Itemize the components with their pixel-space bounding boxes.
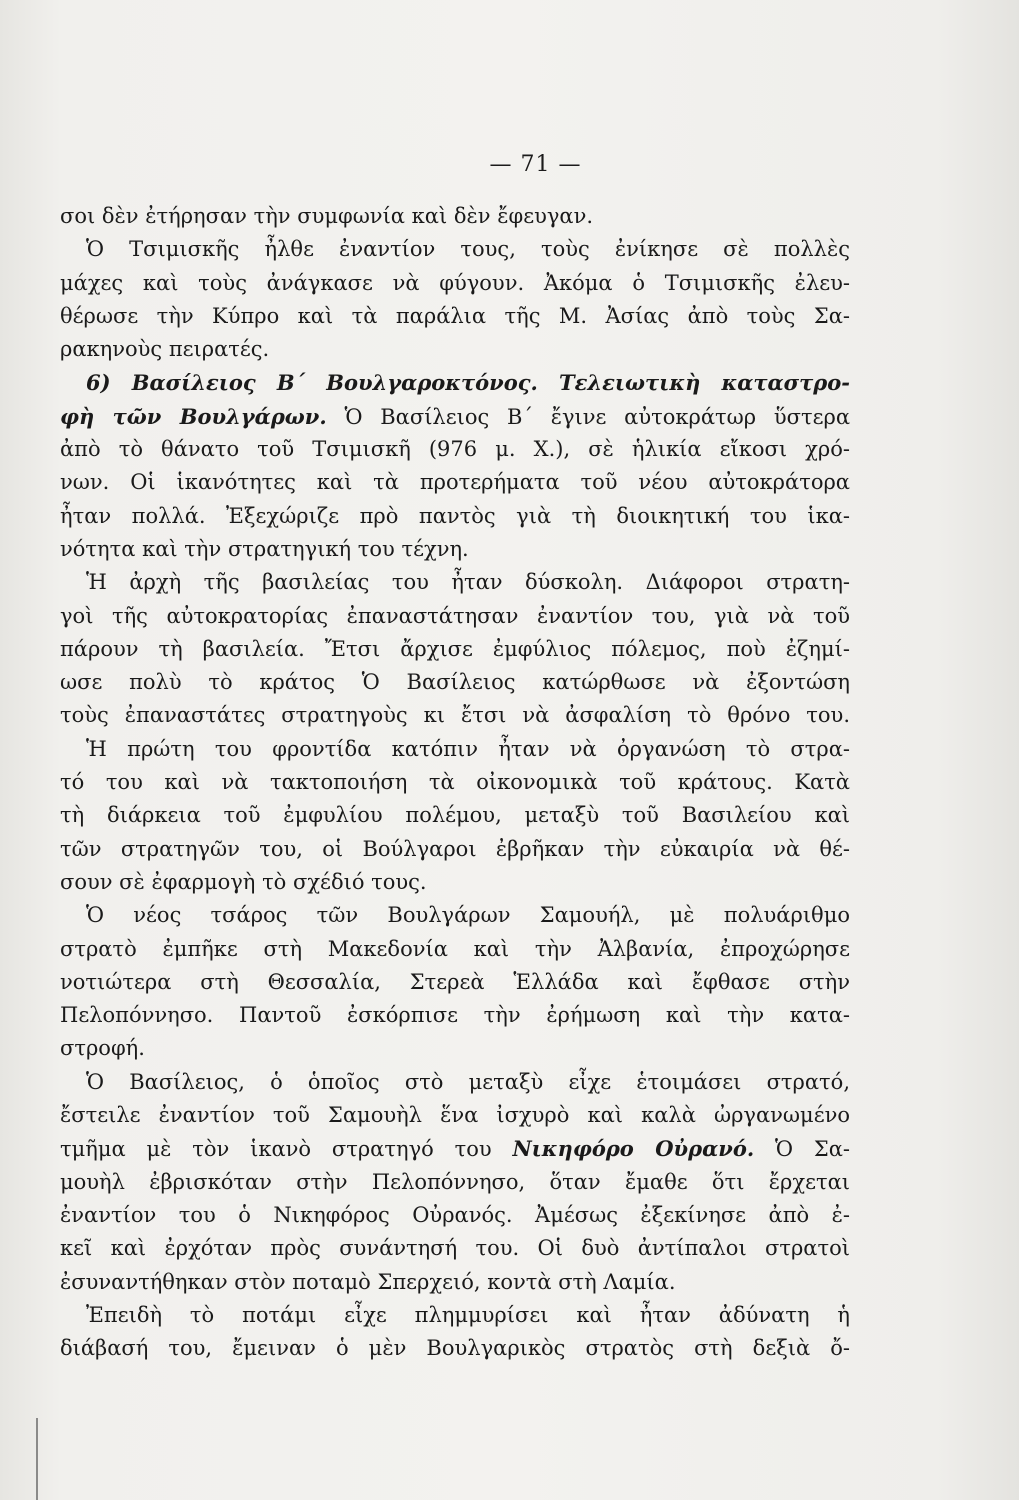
section-heading-line-2 [60,400,850,433]
text-line: Πελοπόννησο. Παντοῦ ἐσκόρπισε τὴν ἐρήμωση καὶ τὴν κατα- [60,1003,850,1028]
text-line: ἐναντίον του ὁ Νικηφόρος Οὐρανός. Ἀμέσως ἐξεκίνησε ἀπὸ ἐ- [60,1202,850,1227]
text-line: μουὴλ ἐβρισκόταν στὴν Πελοπόννησο, ὅταν ἔμαθε ὅτι ἔρχεται [60,1169,850,1194]
text-span: τμῆμα μὲ τὸν ἱκανὸ στρατηγό του [60,1137,513,1162]
text-line: τοὺς ἐπαναστάτες στρατηγοὺς κι ἔτσι νὰ ἀσφαλίση τὸ θρόνο του. [60,703,850,728]
text-line: ἐσυναντήθηκαν στὸν ποταμὸ Σπερχειό, κοντὰ στὴ Λαμία. [60,1269,676,1294]
text-line: θέρωσε τὴν Κύπρο καὶ τὰ παράλια τῆς Μ. Ἀσίας ἀπὸ τοὺς Σα- [60,303,850,328]
text-line: ωσε πολὺ τὸ κράτος Ὁ Βασίλειος κατώρθωσε νὰ ἐξοντώση [60,670,850,695]
page-number: — 71 — [489,152,582,177]
text-line: στροφή. [60,1036,145,1061]
page-body [60,200,850,1365]
text-line: γοὶ τῆς αὐτοκρατορίας ἐπαναστάτησαν ἐναντίον του, γιὰ νὰ τοῦ [60,603,850,628]
text-line: Ὁ νέος τσάρος τῶν Βουλγάρων Σαμουήλ, μὲ πολυάριθμο [86,903,850,928]
text-line: Ὁ Τσιμισκῆς ἦλθε ἐναντίον τους, τοὺς ἐνίκησε σὲ πολλὲς [86,237,850,262]
section-heading-title: 6) Βασίλειος Β΄ Βουλγαροκτόνος. [86,370,538,396]
scan-edge-mark [36,1418,38,1500]
emphasis-line [60,1132,850,1165]
text-line: σοι δὲν ἐτήρησαν τὴν συμφωνία καὶ δὲν ἔφευγαν. [60,204,594,228]
text-line: τὴ διάρκεια τοῦ ἐμφυλίου πολέμου, μεταξὺ τοῦ Βασιλείου καὶ [60,803,850,828]
text-line: κεῖ καὶ ἐρχόταν πρὸς συνάντησή του. Οἱ δυὸ ἀντίπαλοι στρατοὶ [60,1236,850,1261]
text-line: τῶν στρατηγῶν του, οἱ Βούλγαροι ἐβρῆκαν τὴν εὐκαιρία νὰ θέ- [60,836,850,861]
text-line: Ἐπειδὴ τὸ ποτάμι εἶχε πλημμυρίσει καὶ ἦταν ἀδύνατη ἡ [86,1302,850,1327]
text-line: σουν σὲ ἐφαρμογὴ τὸ σχέδιό τους. [60,869,427,894]
general-name: Νικηφόρο Οὐρανό. [512,1136,755,1162]
text-line: νότητα καὶ τὴν στρατηγική του τέχνη. [60,536,469,561]
section-heading-subtitle: Τελειωτικὴ καταστρο- [537,370,850,396]
section-heading-line [60,366,850,399]
text-line: στρατὸ ἐμπῆκε στὴ Μακεδονία καὶ τὴν Ἀλβανία, ἐπροχώρησε [60,936,850,961]
text-line: ἀπὸ τὸ θάνατο τοῦ Τσιμισκῆ (976 μ. Χ.), σὲ ἡλικία εἴκοσι χρό- [60,437,850,462]
text-line: Ἡ πρώτη του φροντίδα κατόπιν ἦταν νὰ ὀργανώση τὸ στρα- [86,736,850,761]
text-line: μάχες καὶ τοὺς ἀνάγκασε νὰ φύγουν. Ἀκόμα ὁ Τσιμισκῆς ἐλευ- [60,270,850,295]
section-heading-subtitle-end: φὴ τῶν Βουλγάρων. [60,403,327,429]
text-span: Ὁ Σα- [754,1137,850,1162]
text-line: νων. Οἱ ἱκανότητες καὶ τὰ προτερήματα τοῦ νέου αὐτοκράτορα [60,470,850,495]
text-line: ρακηνοὺς πειρατές. [60,337,270,362]
text-line: νοτιώτερα στὴ Θεσσαλία, Στερεὰ Ἑλλάδα καὶ ἔφθασε στὴν [60,969,850,994]
text-line: διάβασή του, ἔμειναν ὁ μὲν Βουλγαρικὸς στρατὸς στὴ δεξιὰ ὄ- [60,1336,850,1361]
text-line: Ὁ Βασίλειος, ὁ ὁποῖος στὸ μεταξὺ εἶχε ἑτοιμάσει στρατό, [86,1069,850,1094]
text-line: πάρουν τὴ βασιλεία. Ἔτσι ἄρχισε ἐμφύλιος πόλεμος, ποὺ ἐζημί- [60,636,850,661]
text-span: Ὁ Βασίλειος Β΄ ἔγινε αὐτοκράτωρ ὕστερα [326,404,850,429]
text-line: ἔστειλε ἐναντίον τοῦ Σαμουὴλ ἕνα ἰσχυρὸ καὶ καλὰ ὠργανωμένο [60,1103,850,1128]
text-line: τό του καὶ νὰ τακτοποιήση τὰ οἰκονομικὰ τοῦ κράτους. Κατὰ [60,770,850,795]
text-line: Ἡ ἀρχὴ τῆς βασιλείας του ἦταν δύσκολη. Διάφοροι στρατη- [86,570,850,595]
text-line: ἦταν πολλά. Ἐξεχώριζε πρὸ παντὸς γιὰ τὴ διοικητική του ἱκα- [60,503,850,528]
